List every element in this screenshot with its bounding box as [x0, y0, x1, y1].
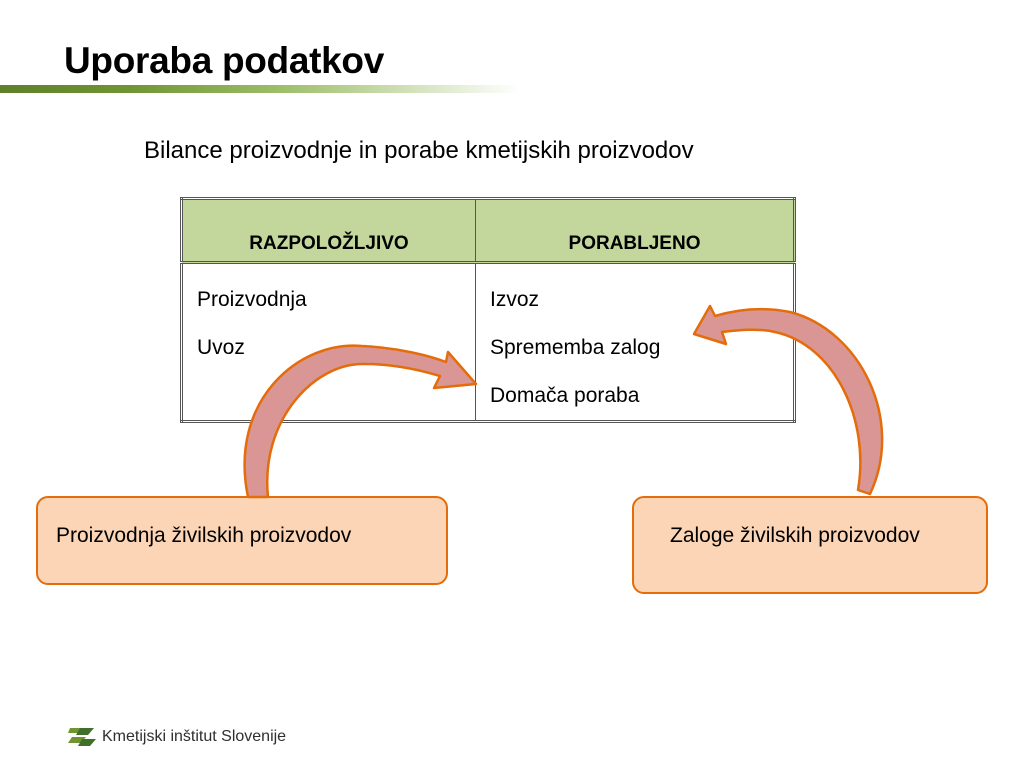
list-item-export: Izvoz — [490, 288, 540, 311]
logo-text: Kmetijski inštitut Slovenije — [102, 728, 287, 745]
table-body-row — [182, 263, 795, 422]
production-box — [36, 496, 448, 585]
available-cell — [182, 263, 476, 422]
slide-subtitle: Bilance proizvodnje in porabe kmetijskih proizvodov — [144, 137, 694, 164]
list-item-domestic-use: Domača poraba — [490, 384, 640, 407]
used-cell — [476, 263, 795, 422]
kis-logo-icon — [68, 724, 96, 750]
list-item-stock-change: Sprememba zalog — [490, 336, 661, 359]
list-item-production: Proizvodnja — [197, 288, 307, 311]
stocks-box-label: Zaloge živilskih proizvodov — [670, 524, 920, 547]
production-box-label: Proizvodnja živilskih proizvodov — [56, 524, 352, 547]
slide-title: Uporaba podatkov — [64, 40, 385, 81]
title-underline — [0, 85, 520, 93]
header-available: RAZPOLOŽLJIVO — [182, 199, 476, 263]
stocks-box — [632, 496, 988, 594]
list-item-import: Uvoz — [197, 336, 245, 359]
header-used: PORABLJENO — [476, 199, 795, 263]
table-header-row — [182, 199, 795, 263]
balance-table — [180, 197, 796, 423]
kis-logo — [68, 722, 286, 752]
